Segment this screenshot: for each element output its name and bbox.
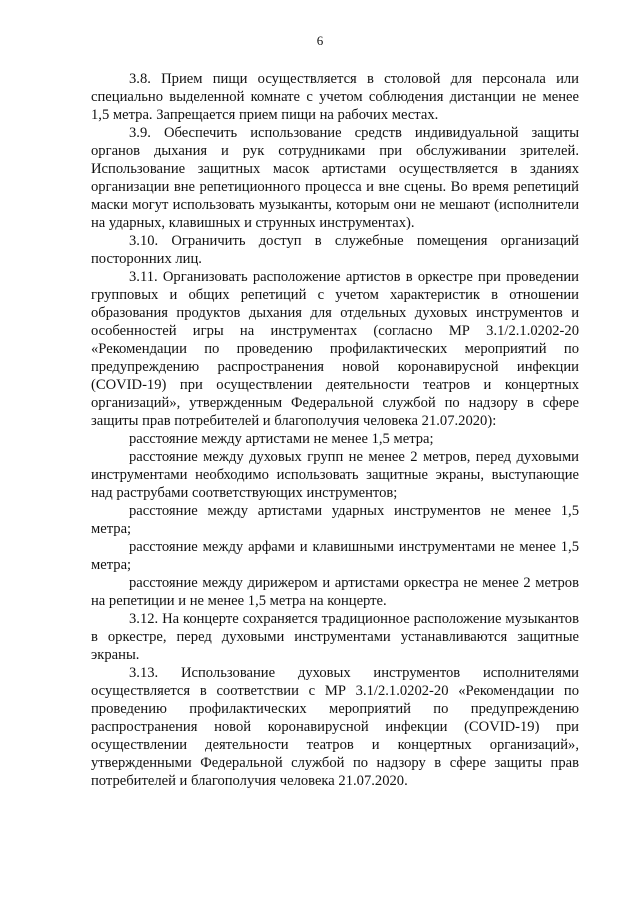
document-body: [91, 70, 579, 790]
distance-item-wind-groups: расстояние между духовых групп не менее 2 метров, перед духовыми инструментами необходимо использовать защитные экраны, выступающие над раструбами соответствующих инструментов;: [91, 449, 579, 501]
distance-item-conductor: расстояние между дирижером и артистами оркестра не менее 2 метров на репетиции и не менее 1,5 метра на концерте.: [91, 575, 579, 609]
paragraph-3-13: 3.13. Использование духовых инструментов исполнителями осуществляется в соответствии с МР 3.1/2.1.0202-20 «Рекомендации по проведению профилактических мероприятий по предупреждению распространения новой коронавирусной инфекции (COVID-19) при осуществлении деятельности театров и концертных организаций», утвержденными Федеральной службой по надзору в сфере защиты прав потребителей и благополучия человека 21.07.2020.: [91, 665, 579, 789]
paragraph-3-9: 3.9. Обеспечить использование средств индивидуальной защиты органов дыхания и рук сотрудниками при обслуживании зрителей. Использование защитных масок артистами осуществляется в зданиях организации вне репетиционного процесса и вне сцены. Во время репетиций маски могут использовать музыканты, которым они не мешают (исполнители на ударных, клавишных и струнных инструментах).: [91, 125, 579, 231]
paragraph-3-11: 3.11. Организовать расположение артистов в оркестре при проведении групповых и общих репетиций с учетом характеристик в отношении образования продуктов дыхания для отдельных духовых инструментов и особенностей игры на инструментах (согласно МР 3.1/2.1.0202-20 «Рекомендации по проведению профилактических мероприятий по предупреждению распространения новой коронавирусной инфекции (COVID-19) при осуществлении деятельности театров и концертных организаций», утвержденным Федеральной службой по надзору в сфере защиты прав потребителей и благополучия человека 21.07.2020):: [91, 269, 579, 429]
distance-item-harps-keyboards: расстояние между арфами и клавишными инструментами не менее 1,5 метра;: [91, 539, 579, 573]
paragraph-3-12: 3.12. На концерте сохраняется традиционное расположение музыкантов в оркестре, перед духовыми инструментами устанавливаются защитные экраны.: [91, 611, 579, 663]
paragraph-3-10: 3.10. Ограничить доступ в служебные помещения организаций посторонних лиц.: [91, 233, 579, 267]
distance-item-percussion: расстояние между артистами ударных инструментов не менее 1,5 метра;: [91, 503, 579, 537]
distance-item-artists: расстояние между артистами не менее 1,5 метра;: [129, 431, 434, 447]
paragraph-3-8: 3.8. Прием пищи осуществляется в столовой для персонала или специально выделенной комнате с учетом соблюдения дистанции не менее 1,5 метра. Запрещается прием пищи на рабочих местах.: [91, 71, 579, 123]
page-number: 6: [316, 33, 324, 48]
